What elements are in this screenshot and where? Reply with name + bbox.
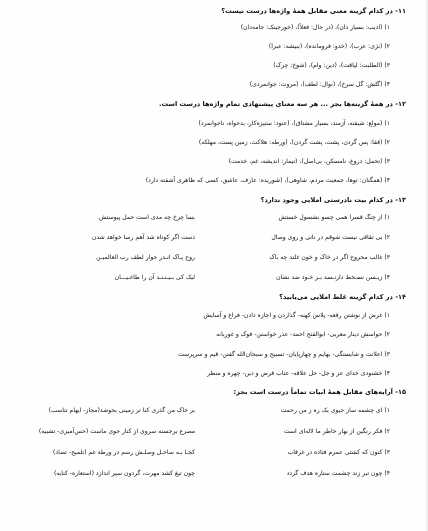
question-13-title: ۱۳- در کدام بیت نادرستی املایی وجود ندارد؟ bbox=[260, 196, 406, 204]
question-15-option-4[interactable] bbox=[20, 470, 390, 480]
question-14-option-2[interactable]: ۲) حواسش دینار معربی- ابوالفتح احمد- عذر خواستن- فوک و غوربانه bbox=[216, 331, 390, 338]
verse-second-hemistich: بسا چرخ چه مدی است حمل پیوستش bbox=[98, 214, 195, 221]
question-14-option-3[interactable]: ۳) اعلانت و شایستگی- بهایم و چهارپایان- تسبیح و سبحان‌الله گفتن- قیم و سرپرست bbox=[178, 351, 390, 358]
verse-second-hemistich: روح پـاک انـدر جوار لطف رب العالمیـن bbox=[96, 254, 195, 261]
question-14-option-4[interactable]: ۴) خشنودی خدای عز و جل- حل علاقه- عتاب قرض و دین- چهره و منظر bbox=[207, 370, 390, 377]
question-11-option-3[interactable]: ۳) (الطلبت: لیاقت)، (دین: وام)، (شوخ: چرک) bbox=[273, 62, 390, 69]
question-11-option-2[interactable]: ۲) (نژی: عرب)، (خدو: فرومانده)، (نبیشه: عبرا) bbox=[268, 43, 390, 50]
question-11-option-1[interactable]: ۱) (ادیب: بسیار دان)، (در حال: فعلاً)، (خورجینک: جامه‌دان) bbox=[240, 24, 390, 31]
verse-first-hemistich: ۱) از چنگ قسرا همی چسو نشسول خستش bbox=[278, 214, 390, 221]
question-13-option-4[interactable] bbox=[20, 274, 390, 284]
question-13-option-1[interactable] bbox=[20, 214, 390, 224]
question-15-title: ۱۵- آرایه‌های مقابل همهٔ ابیات تماماً درست است بجز: bbox=[233, 388, 406, 396]
verse-second-hemistich: مصرع برجسته سروی از کنار جوی ماست (حس‌آمیزی- تشبیه) bbox=[38, 428, 195, 435]
verse-first-hemistich: ۱) ای چشمه ساز حیوی یک ره ز من رحمت bbox=[280, 407, 390, 414]
question-14-option-1[interactable]: ۱) غرض از نوشتن رقعه- پلاس کهنه- گذاردن و اجازه دادن- فراغ و آسایش bbox=[203, 312, 390, 319]
question-11-title: ۱۱- در کدام گزینه معنی مقابل همهٔ واژه‌ها درست نیست؟ bbox=[221, 7, 406, 15]
question-12-option-4[interactable]: ۴) (همگنان: توها، جمعیت مردم، شاوهی)، (شوریده: عارف، عاشق، کسی که ظاهری آشفته دارد) bbox=[145, 177, 390, 184]
question-12-option-1[interactable]: ۱) (مولع: شیفته، آزمند، بسیار مشتاق)، (عنود: ستیزه‌کار، بدخواه، ناجوانمرد) bbox=[198, 120, 390, 127]
question-11-option-4[interactable]: ۴) (گلش: گل سرخ)، (نوال: لطف)، (مروت: جوانمردی) bbox=[249, 81, 390, 88]
verse-first-hemistich: ۳) غالب محروح اگر در خاک و خون غلتد چه باک bbox=[269, 254, 390, 261]
question-15-option-1[interactable] bbox=[20, 407, 390, 417]
verse-first-hemistich: ۳) کنون که کشتی عمرم فتاده در غرقاب bbox=[287, 449, 390, 456]
question-15-option-3[interactable] bbox=[20, 449, 390, 459]
question-12-option-2[interactable]: ۲) (قفا: پس گردن، پشت، پشت گردن)، (ورطه: هلاکت، زمین پست، مهلکه) bbox=[198, 139, 390, 146]
verse-second-hemistich: کجـا بـه ساحـل وصلـش رسم در ورطة غم (تلمیح- تضاد) bbox=[53, 449, 195, 456]
verse-first-hemistich: ۲) فکر رنگین از بهار خاطر ما لاله‌ای است bbox=[283, 428, 390, 435]
verse-second-hemistich: دست اگر کوتاه شد آهم رسا خواهد شدن bbox=[91, 234, 195, 241]
verse-first-hemistich: ۲) بی تقاقی نیست شوقم در ناتی و روی وصال bbox=[271, 234, 390, 241]
question-12-option-3[interactable]: ۳) (تحمل: دروغ، نامسکن، بی‌اصل)، (تیمار: اندیشه، غم، خدمت) bbox=[228, 158, 390, 165]
question-13-option-2[interactable] bbox=[20, 234, 390, 244]
verse-first-hemistich: ۴) زیـسن نسـخط دارنـسد بـر خـود ضد نشان bbox=[276, 274, 390, 281]
question-14-title: ۱۴- در کدام گزینه غلط املایی می‌یابید؟ bbox=[279, 293, 406, 301]
verse-second-hemistich: بر خاک من گذری کنا تر زمینی بحوشد(مجاز- ایهام تناسب) bbox=[48, 407, 195, 414]
verse-second-hemistich: لیک کی بـیـنـنـد آن را طاغـیـــان bbox=[114, 274, 195, 281]
question-13-option-3[interactable] bbox=[20, 254, 390, 264]
verse-second-hemistich: چون تیغ کشد مهرت، گردون سپر اندازد (استعاره- کنایه) bbox=[53, 470, 195, 477]
question-12-title: ۱۲- در همهٔ گزینه‌ها بجز ... هر سه معنای پیشنهادی تمام واژه‌ها درست است. bbox=[159, 100, 406, 108]
verse-first-hemistich: ۴) چون تبر زند چشمت ستاره هدف گردد bbox=[286, 470, 390, 477]
question-15-option-2[interactable] bbox=[20, 428, 390, 438]
